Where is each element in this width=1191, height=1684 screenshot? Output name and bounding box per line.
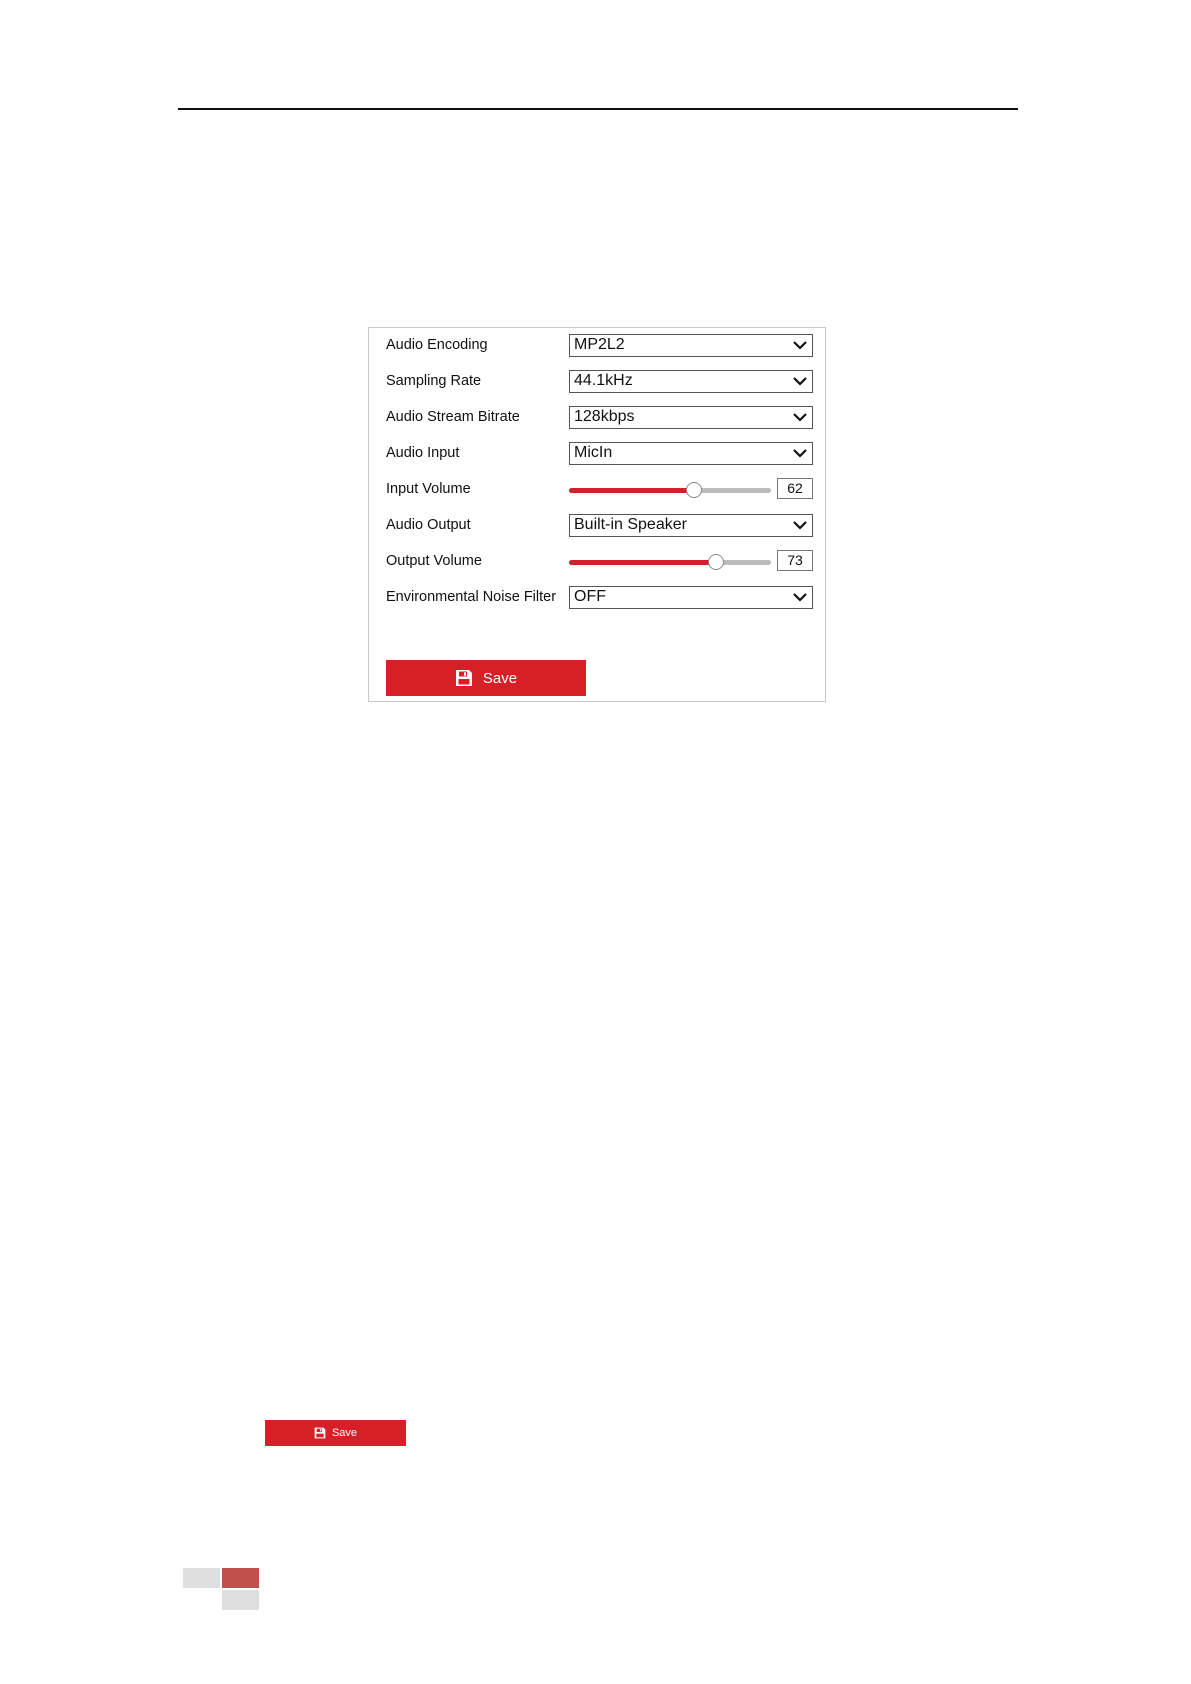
audio-output-label: Audio Output xyxy=(386,517,471,533)
output-volume-label: Output Volume xyxy=(386,553,482,569)
slider-fill xyxy=(569,560,716,565)
sampling-rate-label: Sampling Rate xyxy=(386,373,482,389)
save-button-label: Save xyxy=(482,669,518,687)
audio-encoding-row xyxy=(386,334,818,358)
audio-input-select[interactable] xyxy=(569,442,813,465)
save-button[interactable] xyxy=(386,660,586,696)
floppy-disk-icon xyxy=(314,1427,326,1439)
noise-filter-label: Environmental Noise Filter xyxy=(386,589,557,605)
chevron-down-icon xyxy=(792,590,808,604)
audio-stream-bitrate-label: Audio Stream Bitrate xyxy=(386,409,520,425)
sampling-rate-row xyxy=(386,370,818,394)
audio-output-value: Built-in Speaker xyxy=(574,516,687,533)
noise-filter-row xyxy=(386,586,818,610)
noise-filter-value: OFF xyxy=(574,588,606,605)
save-button-inline-label: Save xyxy=(331,1427,358,1439)
output-volume-value[interactable]: 73 xyxy=(777,550,813,571)
chevron-down-icon xyxy=(792,338,808,352)
input-volume-label: Input Volume xyxy=(386,481,471,497)
footer-decor-block xyxy=(222,1590,259,1610)
output-volume-row xyxy=(386,550,818,574)
audio-input-label: Audio Input xyxy=(386,445,460,461)
audio-input-value: MicIn xyxy=(574,444,613,461)
chevron-down-icon xyxy=(792,446,808,460)
chevron-down-icon xyxy=(792,374,808,388)
audio-encoding-label: Audio Encoding xyxy=(386,337,488,353)
slider-fill xyxy=(569,488,694,493)
audio-encoding-value: MP2L2 xyxy=(574,336,625,353)
sampling-rate-value: 44.1kHz xyxy=(574,372,633,389)
header-rule xyxy=(178,108,1018,110)
audio-stream-bitrate-value: 128kbps xyxy=(574,408,635,425)
footer-decor-block xyxy=(183,1568,220,1588)
output-volume-slider[interactable] xyxy=(569,550,771,574)
audio-input-row xyxy=(386,442,818,466)
save-button-inline xyxy=(265,1420,406,1446)
audio-settings-panel xyxy=(368,327,826,702)
noise-filter-select[interactable] xyxy=(569,586,813,609)
audio-stream-bitrate-select[interactable] xyxy=(569,406,813,429)
input-volume-value[interactable]: 62 xyxy=(777,478,813,499)
audio-stream-bitrate-row xyxy=(386,406,818,430)
sampling-rate-select[interactable] xyxy=(569,370,813,393)
input-volume-slider[interactable] xyxy=(569,478,771,502)
audio-output-row xyxy=(386,514,818,538)
chevron-down-icon xyxy=(792,410,808,424)
audio-encoding-select[interactable] xyxy=(569,334,813,357)
audio-output-select[interactable] xyxy=(569,514,813,537)
floppy-disk-icon xyxy=(455,669,473,687)
chevron-down-icon xyxy=(792,518,808,532)
footer-decor-block-accent xyxy=(222,1568,259,1588)
input-volume-row xyxy=(386,478,818,502)
slider-thumb[interactable] xyxy=(708,554,724,570)
slider-thumb[interactable] xyxy=(686,482,702,498)
